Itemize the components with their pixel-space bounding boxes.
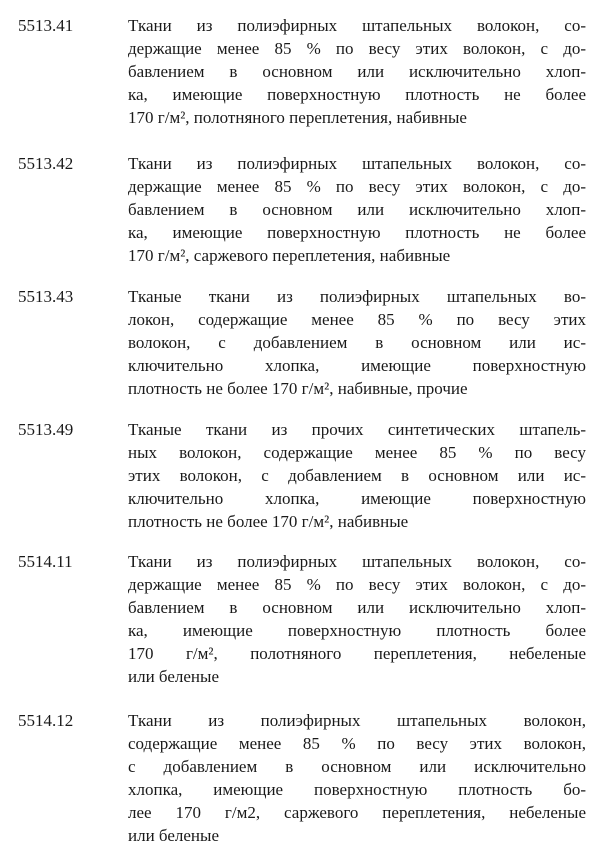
description-line: держащие менее 85 % по весу этих волокон, с до- (128, 177, 586, 196)
description-line: Тканые ткани из прочих синтетических штапель- (128, 420, 586, 439)
entry-description (128, 285, 586, 400)
description-line: 170 г/м², полотняного переплетения, набивные (128, 108, 467, 127)
description-line: этих волокон, с добавлением в основном или ис- (128, 466, 586, 485)
entry-description (128, 418, 586, 533)
description-line: Ткани из полиэфирных штапельных волокон, со- (128, 552, 586, 571)
entry-code: 5513.43 (18, 287, 74, 306)
entry-description (128, 14, 586, 129)
description-line: содержащие менее 85 % по весу этих волокон, (128, 734, 586, 753)
entry-code: 5513.41 (18, 16, 74, 35)
description-line: Тканые ткани из полиэфирных штапельных во- (128, 287, 586, 306)
entry-description (128, 709, 586, 847)
description-line: держащие менее 85 % по весу этих волокон, с до- (128, 575, 586, 594)
description-line: плотность не более 170 г/м², набивные (128, 512, 409, 531)
description-line: лее 170 г/м2, саржевого переплетения, небеленые (128, 803, 586, 822)
entry-code: 5513.42 (18, 154, 74, 173)
description-line: бавлением в основном или исключительно хлоп- (128, 598, 586, 617)
description-line: ключительно хлопка, имеющие поверхностную (128, 489, 586, 508)
description-line: держащие менее 85 % по весу этих волокон, с до- (128, 39, 586, 58)
description-line: бавлением в основном или исключительно хлоп- (128, 62, 586, 81)
description-line: ных волокон, содержащие менее 85 % по весу (128, 443, 586, 462)
description-line: плотность не более 170 г/м², набивные, прочие (128, 379, 468, 398)
description-line: локон, содержащие менее 85 % по весу этих (128, 310, 586, 329)
description-line: 170 г/м², полотняного переплетения, небеленые (128, 644, 586, 663)
description-line: или беленые (128, 826, 219, 845)
description-line: ка, имеющие поверхностную плотность не более (128, 223, 586, 242)
description-line: ка, имеющие поверхностную плотность более (128, 621, 586, 640)
description-line: или беленые (128, 667, 219, 686)
entry-description (128, 550, 586, 688)
description-line: Ткани из полиэфирных штапельных волокон, (128, 711, 586, 730)
description-line: ка, имеющие поверхностную плотность не более (128, 85, 586, 104)
entry-description (128, 152, 586, 267)
description-line: бавлением в основном или исключительно хлоп- (128, 200, 586, 219)
entry-code: 5514.11 (18, 552, 73, 571)
description-line: 170 г/м², саржевого переплетения, набивные (128, 246, 451, 265)
description-line: Ткани из полиэфирных штапельных волокон, со- (128, 16, 586, 35)
description-line: волокон, с добавлением в основном или ис- (128, 333, 586, 352)
description-line: с добавлением в основном или исключительно (128, 757, 586, 776)
description-line: Ткани из полиэфирных штапельных волокон, со- (128, 154, 586, 173)
description-line: ключительно хлопка, имеющие поверхностную (128, 356, 586, 375)
entry-code: 5513.49 (18, 420, 74, 439)
description-line: хлопка, имеющие поверхностную плотность бо- (128, 780, 586, 799)
entry-code: 5514.12 (18, 711, 74, 730)
